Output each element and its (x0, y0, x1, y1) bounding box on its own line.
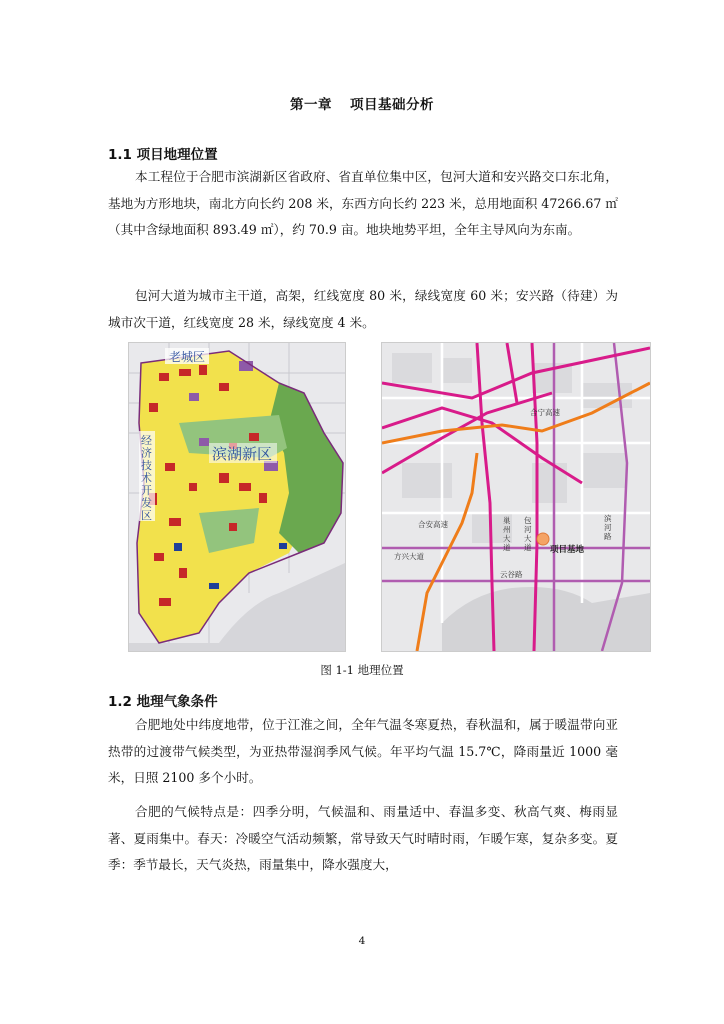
chapter-number: 第一章 (290, 97, 332, 113)
label-econ-zone (139, 431, 155, 522)
paragraph-location: 本工程位于合肥市滨湖新区省政府、省直单位集中区，包河大道和安兴路交口东北角，基地为方形地块，南北方向长约 208 米，东西方向长约 223 米，总用地面积 47266.67 ㎡（其中含绿地面积 893.49 ㎡），约 70.9 亩。地块地势平坦，全年主导风向为东南。 (108, 169, 618, 237)
paragraph-climate-features: 合肥的气候特点是：四季分明，气候温和、雨量适中、春温多变、秋高气爽、梅雨显著、夏雨集中。春天：冷暖空气活动频繁，常导致天气时晴时雨，乍暖乍寒，复杂多变。夏季：季节最长，天气炎热，雨量集中，降水强度大， (108, 804, 618, 872)
label-fangxing-avenue: 方兴大道 (394, 552, 424, 561)
label-old-city: 老城区 (169, 350, 206, 364)
chapter-title (0, 93, 724, 113)
district-plan-map (128, 342, 346, 652)
label-hean-expressway: 合安高速 (418, 520, 448, 529)
label-econ-zone-text: 经济技术开发区 (141, 434, 152, 522)
label-hening-expressway: 合宁高速 (530, 408, 560, 417)
chapter-name: 项目基础分析 (350, 97, 434, 113)
paragraph-roads: 包河大道为城市主干道，高架，红线宽度 80 米，绿线宽度 60 米；安兴路（待建）为城市次干道，红线宽度 28 米，绿线宽度 4 米。 (108, 288, 618, 330)
label-east-road: 滨河路 (604, 514, 612, 541)
project-site-marker (537, 533, 549, 545)
road-network-svg (382, 343, 650, 651)
figure-caption: 图 1-1 地理位置 (320, 663, 404, 677)
label-new-district: 滨湖新区 (212, 445, 273, 463)
section-heading-1-1: 1.1 项目地理位置 (108, 147, 218, 163)
road-network-map (381, 342, 651, 652)
label-yungu-road: 云谷路 (500, 570, 523, 579)
section-heading-1-2: 1.2 地理气象条件 (108, 694, 218, 710)
label-baohe-avenue: 包河大道 (524, 516, 532, 552)
label-project-site: 项目基地 (550, 545, 585, 555)
paragraph-climate-overview: 合肥地处中纬度地带，位于江淮之间，全年气温冬寒夏热，春秋温和，属于暖温带向亚热带的过渡带气候类型，为亚热带湿润季风气候。年平均气温 15.7℃，降雨量近 1000 毫米，日照 2100 多个小时。 (108, 717, 618, 785)
district-plan-svg (129, 343, 345, 651)
page-number: 4 (358, 935, 366, 947)
label-chaozhou-avenue: 巢州大道 (503, 516, 511, 552)
